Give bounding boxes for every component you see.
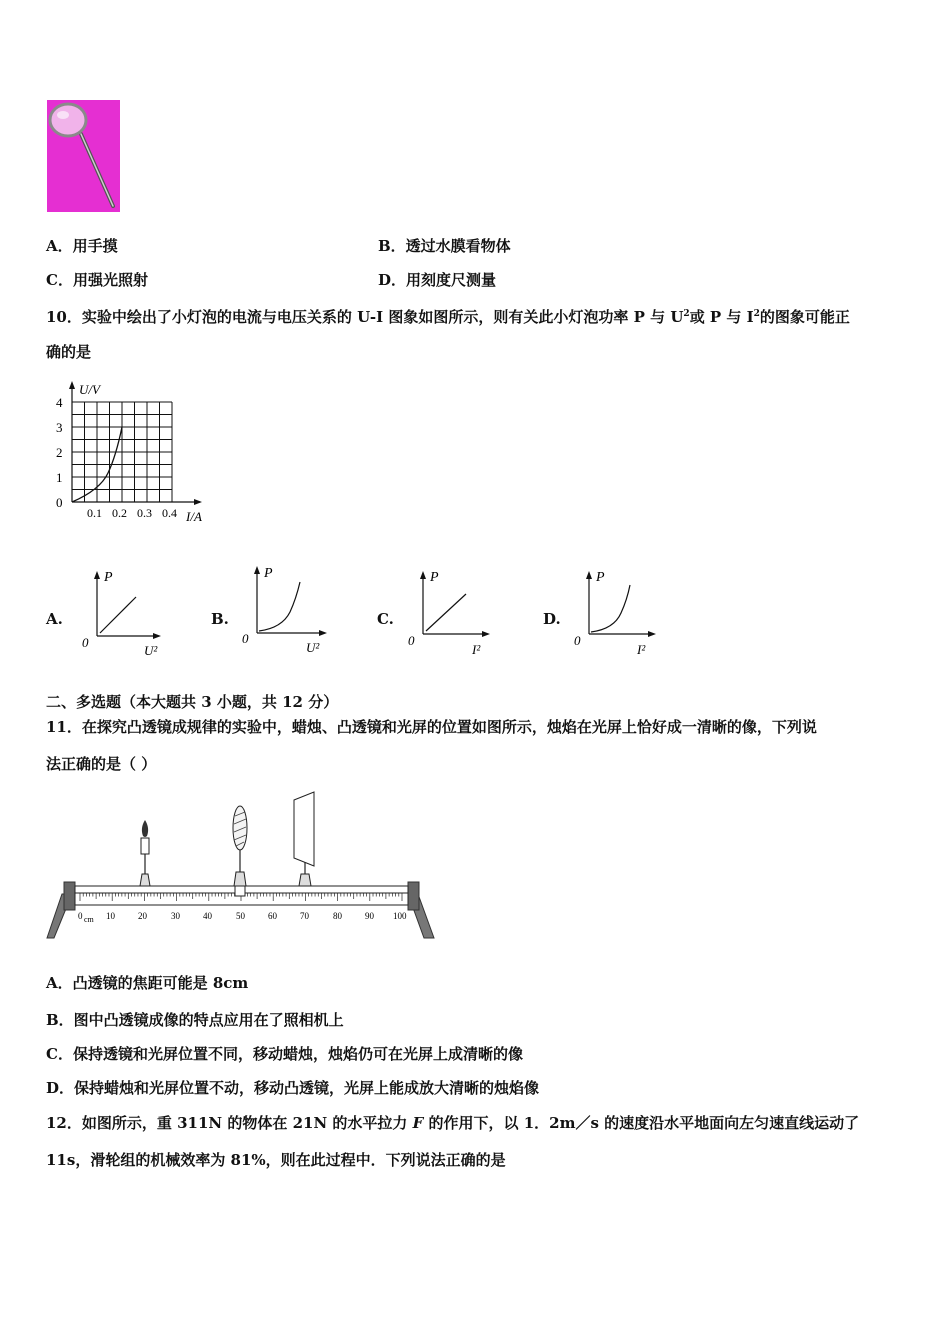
axis-y-arrow [586,571,592,579]
ui-graph-x-arrow [194,499,202,505]
bench-tick-label: 0 [78,911,83,921]
q10-option-d-label: D. [543,610,561,628]
q12-stem-part1: 12．如图所示，重 311N 的物体在 21N 的水平拉力 [46,1114,413,1132]
q10-option-b-graph [238,560,333,660]
ui-graph-xtick: 0.3 [137,506,152,520]
lens-holder [234,872,246,886]
optical-bench [44,786,444,946]
q12-stem-part2: 的作用下，以 1．2m／s 的速度沿水平地面向左匀速直线运动了 [423,1114,860,1132]
ui-graph-ytick: 0 [56,495,63,510]
bench-tick-label: 20 [138,911,147,921]
q11-option-a: A．凸透镜的焦距可能是 8cm [46,974,249,992]
q10-option-a-graph [78,565,168,660]
origin-label: 0 [408,633,415,648]
p-label: P [264,566,273,581]
bench-end-left [64,882,75,910]
bench-tick-label: 30 [171,911,180,921]
p-label: P [430,570,439,585]
q10-stem-line1 [46,304,850,327]
bench-tick-label: 100 [393,911,407,921]
ui-graph-xtick: 0.2 [112,506,127,520]
axis-y-arrow [420,571,426,579]
bench-tick-label: 60 [268,911,277,921]
ui-graph-xtick: 0.1 [87,506,102,520]
axis-x-arrow [153,633,161,639]
q11-stem-line2: 法正确的是（ ） [46,755,157,773]
convex-lens [233,806,247,896]
candle-holder [140,874,150,886]
q11-option-b: B．图中凸透镜成像的特点应用在了照相机上 [46,1011,344,1029]
q10-stem-line2: 确的是 [46,343,92,361]
p-label: P [596,570,605,585]
q10-option-a-label: A. [46,610,63,628]
bench-unit-label: cm [84,915,94,924]
p-line [426,594,466,631]
q11-stem-line1: 11．在探究凸透镜成规律的实验中，蜡烛、凸透镜和光屏的位置如图所示，烛焰在光屏上恰好成一清晰的像，下列说 [46,718,817,736]
x-label: U² [306,640,320,655]
q12-stem-line2: 11s，滑轮组的机械效率为 81%，则在此过程中．下列说法正确的是 [46,1151,506,1169]
lens-icon [233,806,247,850]
bench-tick-label: 80 [333,911,342,921]
q12-force-symbol: F [412,1114,424,1132]
magnifier-picture [47,100,120,212]
x-label: I² [637,642,646,657]
q10-option-c-graph [404,565,499,660]
bench-tick-label: 40 [203,911,212,921]
q10-stem-part3: 的图象可能正 [759,308,850,326]
origin-label: 0 [574,633,581,648]
q9-option-a: A．用手摸 [46,237,118,255]
q10-option-c-label: C. [377,610,394,628]
candle-body [141,838,149,854]
ui-graph-ytick: 2 [56,445,63,460]
x-label: U² [144,643,158,658]
p-line [100,597,136,633]
bench-tick-label: 90 [365,911,374,921]
axis-y-arrow [94,571,100,579]
q10-stem-part1: 10．实验中绘出了小灯泡的电流与电压关系的 U-I 图象如图所示，则有关此小灯泡功率 P 与 U [46,308,684,326]
axis-x-arrow [648,631,656,637]
q10-sup-2: 2 [753,309,760,319]
x-label: I² [472,642,481,657]
bench-tick-label: 50 [236,911,245,921]
q10-stem-part2: 或 P 与 I [689,308,754,326]
axis-x-arrow [482,631,490,637]
p-label: P [104,570,113,585]
q11-option-d: D．保持蜡烛和光屏位置不动，移动凸透镜，光屏上能成放大清晰的烛焰像 [46,1079,540,1097]
ui-graph-grid [72,402,172,502]
p-curve [259,582,300,631]
magnifier-icon [47,100,120,212]
ui-graph-xlabel: I/A [186,509,202,524]
candle [140,820,150,886]
section-heading: 二、多选题（本大题共 3 小题，共 12 分） [46,693,339,711]
light-screen [294,792,314,886]
ui-graph-ytick: 1 [56,470,63,485]
candle-flame-icon [142,820,148,837]
screen-icon [294,792,314,866]
screen-holder [299,874,311,886]
q9-option-b: B．透过水膜看物体 [378,237,511,255]
q9-option-d: D．用刻度尺测量 [378,271,497,289]
origin-label: 0 [82,635,89,650]
q10-sup-1: 2 [683,309,690,319]
ui-graph-y-arrow [69,381,75,389]
ui-graph [50,378,220,528]
axis-y-arrow [254,566,260,574]
q9-option-c: C．用强光照射 [46,271,148,289]
ui-graph-ytick: 4 [56,395,63,410]
q12-stem-line1 [46,1113,859,1133]
ui-graph-xtick: 0.4 [162,506,177,520]
origin-label: 0 [242,631,249,646]
q10-option-d-graph [570,565,665,660]
bench-tick-label: 70 [300,911,309,921]
bench-tick-label: 10 [106,911,115,921]
ui-graph-ylabel: U/V [79,382,100,397]
ui-graph-ytick: 3 [56,420,63,435]
q11-option-c: C．保持透镜和光屏位置不同，移动蜡烛，烛焰仍可在光屏上成清晰的像 [46,1045,523,1063]
axis-x-arrow [319,630,327,636]
q10-option-b-label: B. [211,610,229,628]
bench-end-right [408,882,419,910]
p-curve [591,585,630,632]
